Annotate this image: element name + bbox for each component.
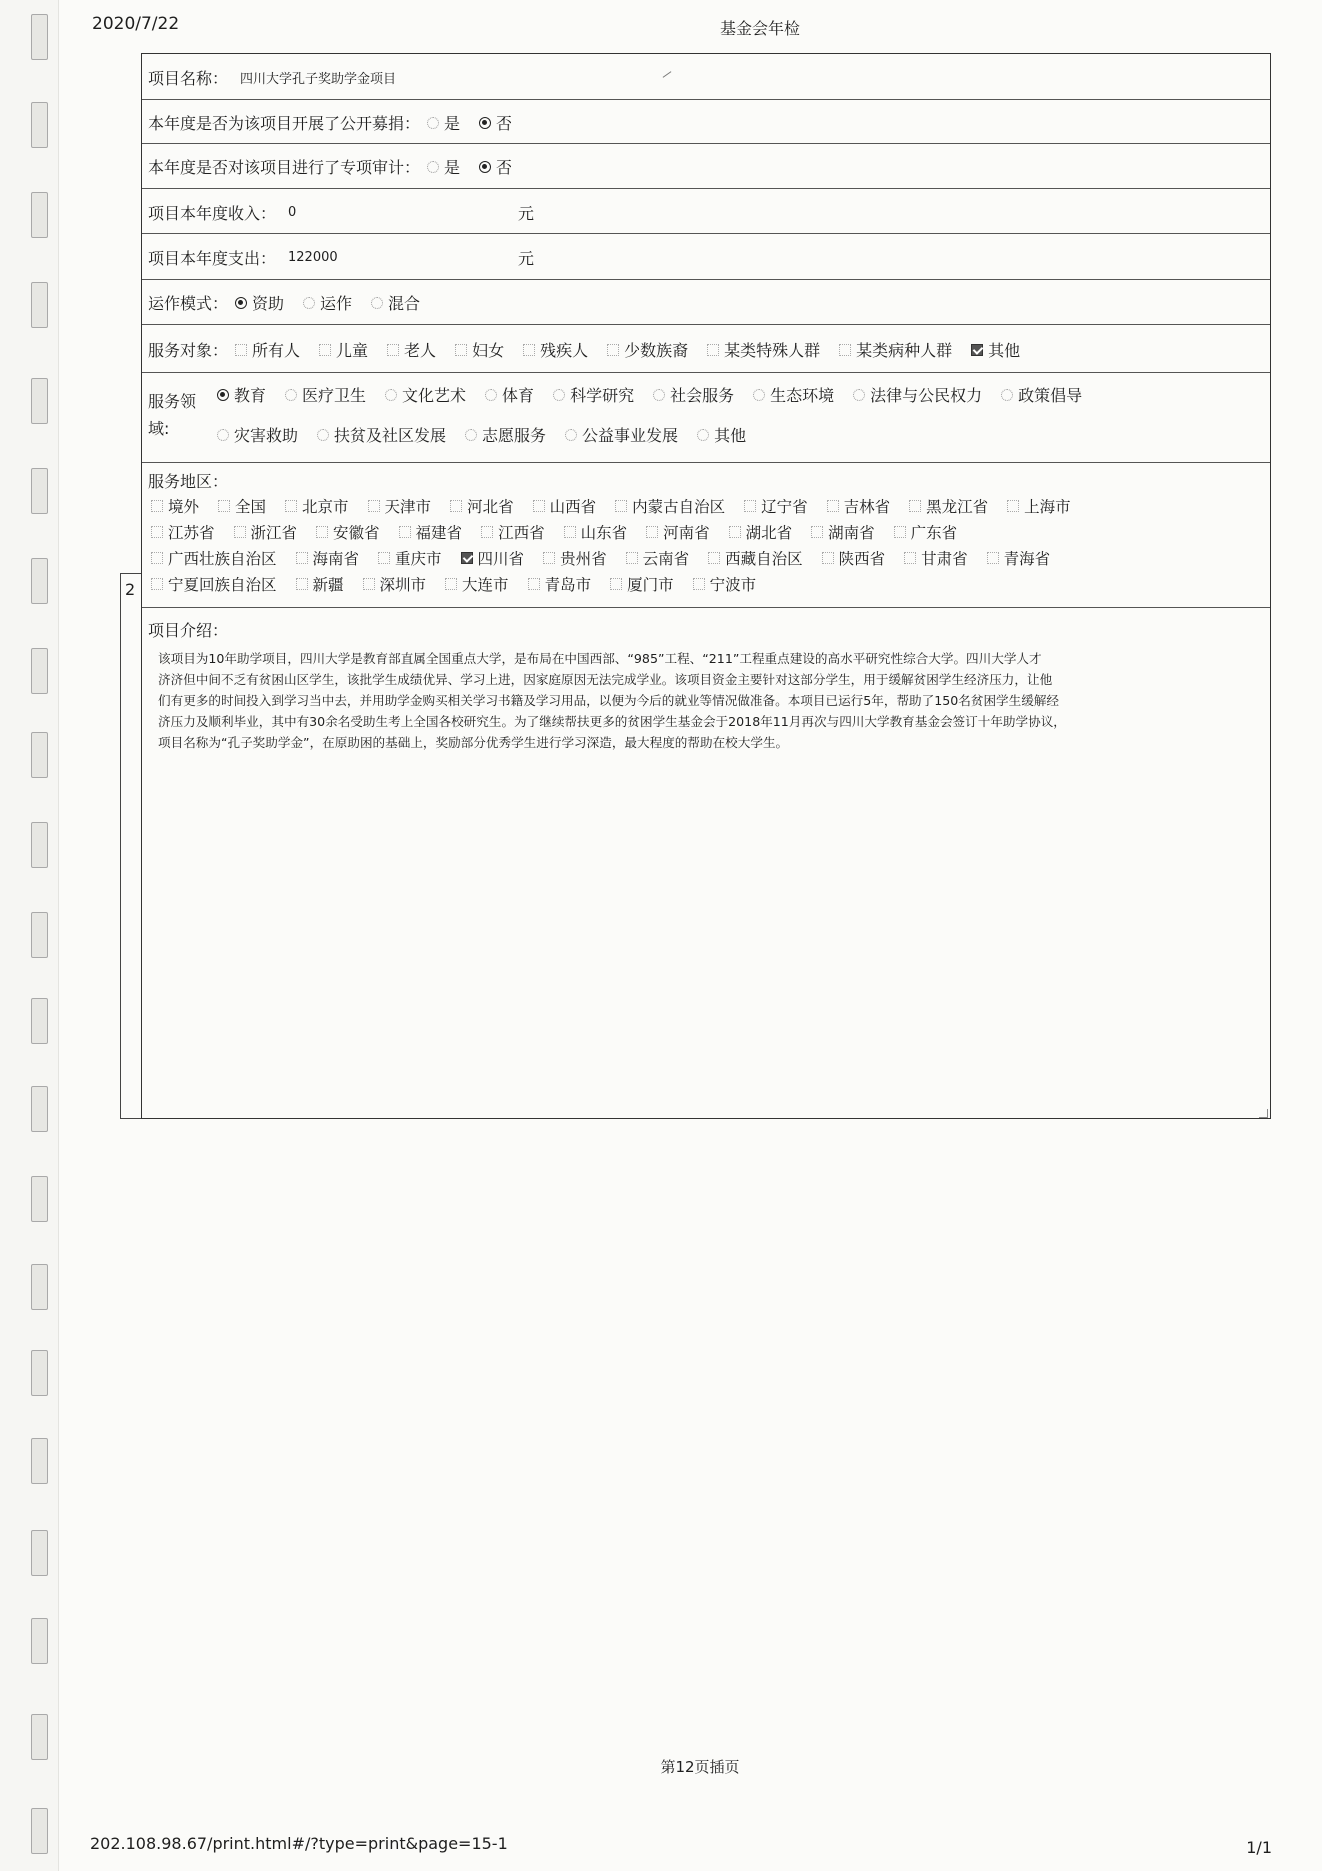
region-option[interactable]: 陕西省 [819, 547, 886, 569]
region-option[interactable]: 境外 [148, 495, 199, 517]
public-fundraising-row [142, 100, 1270, 144]
region-option[interactable]: 宁波市 [690, 573, 757, 595]
region-option[interactable]: 山东省 [561, 521, 628, 543]
radio-icon [317, 429, 329, 441]
checkbox-icon [693, 578, 705, 590]
resize-handle-icon[interactable] [1259, 1109, 1268, 1118]
region-option[interactable]: 青岛市 [525, 573, 592, 595]
region-option[interactable]: 上海市 [1004, 495, 1071, 517]
region-option[interactable]: 西藏自治区 [705, 547, 803, 569]
punch-hole [31, 1086, 48, 1132]
radio-icon [427, 161, 439, 173]
checkbox-icon [708, 552, 720, 564]
checkbox-icon [316, 526, 328, 538]
service-field-option-education[interactable]: 教育 [214, 383, 266, 406]
operation-mode-option-operation[interactable]: 运作 [300, 291, 352, 314]
region-option[interactable]: 广西壮族自治区 [148, 547, 277, 569]
service-targets-label: 服务对象： [148, 341, 229, 360]
service-field-option[interactable]: 志愿服务 [462, 423, 546, 446]
region-option[interactable]: 云南省 [623, 547, 690, 569]
checkbox-icon [455, 344, 467, 356]
region-option[interactable]: 宁夏回族自治区 [148, 573, 277, 595]
project-name-label: 项目名称： [148, 69, 229, 88]
operation-mode-label: 运作模式： [148, 294, 229, 313]
service-field-option[interactable]: 医疗卫生 [282, 383, 366, 406]
region-option[interactable]: 福建省 [396, 521, 463, 543]
print-date: 2020/7/22 [92, 14, 180, 34]
punch-hole [31, 1176, 48, 1222]
public-fundraising-option-no[interactable]: 否 [476, 111, 512, 134]
row-number-cell [120, 573, 142, 1119]
radio-icon [697, 429, 709, 441]
radio-selected-icon [479, 161, 491, 173]
punch-hole [31, 1438, 48, 1484]
service-regions-row [142, 463, 1270, 608]
checkbox-icon [839, 344, 851, 356]
checkbox-icon [296, 552, 308, 564]
punch-hole [31, 1264, 48, 1310]
income-label: 项目本年度收入： [148, 204, 277, 223]
region-option[interactable]: 吉林省 [824, 495, 891, 517]
checkbox-icon [481, 526, 493, 538]
radio-icon [385, 389, 397, 401]
service-regions-label: 服务地区： [148, 472, 229, 491]
service-target-option[interactable]: 少数族裔 [604, 338, 688, 361]
intro-line: 项目名称为“孔子奖助学金”，在原助困的基础上，奖励部分优秀学生进行学习深造，最大程度的帮助在校大学生。 [158, 735, 789, 750]
service-field-option[interactable]: 文化艺术 [382, 383, 466, 406]
checkbox-icon [626, 552, 638, 564]
checkbox-icon [523, 344, 535, 356]
checkbox-icon [607, 344, 619, 356]
region-option[interactable]: 全国 [215, 495, 266, 517]
region-option[interactable]: 江苏省 [148, 521, 215, 543]
service-target-option[interactable]: 残疾人 [520, 338, 588, 361]
checkbox-icon [707, 344, 719, 356]
service-field-option[interactable]: 政策倡导 [998, 383, 1082, 406]
radio-icon [653, 389, 665, 401]
operation-mode-row [142, 280, 1270, 325]
checkbox-icon [543, 552, 555, 564]
special-audit-row [142, 144, 1270, 189]
region-option[interactable]: 大连市 [442, 573, 509, 595]
checkbox-icon [378, 552, 390, 564]
region-option[interactable]: 新疆 [293, 573, 344, 595]
checkbox-icon [811, 526, 823, 538]
radio-icon [465, 429, 477, 441]
print-url: 202.108.98.67/print.html#/?type=print&page=15-1 [90, 1834, 508, 1853]
checkbox-icon [528, 578, 540, 590]
checkbox-icon [610, 578, 622, 590]
service-field-option[interactable]: 体育 [482, 383, 534, 406]
checkbox-icon [218, 500, 230, 512]
region-option[interactable]: 山西省 [530, 495, 597, 517]
expense-label: 项目本年度支出： [148, 249, 277, 268]
intro-line: 该项目为10年助学项目，四川大学是教育部直属全国重点大学，是布局在中国西部、“985”工程、“211”工程重点建设的高水平研究性综合大学。四川大学人才 [158, 651, 1042, 666]
radio-icon [303, 297, 315, 309]
page-title: 基金会年检 [719, 19, 800, 38]
checkbox-icon [368, 500, 380, 512]
service-field-option[interactable]: 科学研究 [550, 383, 634, 406]
region-option[interactable]: 河北省 [447, 495, 514, 517]
service-target-option[interactable]: 某类特殊人群 [704, 338, 820, 361]
checkbox-icon [151, 526, 163, 538]
radio-icon [853, 389, 865, 401]
punch-hole [31, 102, 48, 148]
region-option[interactable]: 浙江省 [231, 521, 298, 543]
page-note: 第12页插页 [660, 1758, 740, 1776]
radio-selected-icon [479, 117, 491, 129]
punch-hole [31, 1530, 48, 1576]
punch-hole [31, 1714, 48, 1760]
expense-unit: 元 [518, 249, 535, 268]
checkbox-icon [234, 526, 246, 538]
checkbox-icon [615, 500, 627, 512]
radio-icon [553, 389, 565, 401]
punch-hole [31, 732, 48, 778]
checkbox-checked-icon [461, 552, 473, 564]
service-target-option[interactable]: 儿童 [316, 338, 368, 361]
region-option[interactable]: 辽宁省 [741, 495, 808, 517]
checkbox-icon [285, 500, 297, 512]
service-field-option[interactable]: 生态环境 [750, 383, 834, 406]
service-target-option[interactable]: 某类病种人群 [836, 338, 952, 361]
region-option[interactable]: 天津市 [365, 495, 432, 517]
radio-icon [485, 389, 497, 401]
binding-strip [0, 0, 59, 1871]
project-intro-row [142, 608, 1270, 1120]
service-field-option[interactable]: 扶贫及社区发展 [314, 423, 446, 446]
project-intro-label: 项目介绍： [148, 621, 229, 640]
punch-hole [31, 282, 48, 328]
region-option-sichuan[interactable]: 四川省 [458, 547, 525, 569]
radio-icon [427, 117, 439, 129]
region-option[interactable]: 厦门市 [607, 573, 674, 595]
project-intro-textarea[interactable] [158, 648, 1260, 753]
checkbox-icon [533, 500, 545, 512]
region-option[interactable]: 河南省 [643, 521, 710, 543]
service-field-option[interactable]: 法律与公民权力 [850, 383, 982, 406]
punch-hole [31, 1808, 48, 1854]
checkbox-icon [827, 500, 839, 512]
intro-line: 济济但中间不乏有贫困山区学生，该批学生成绩优异、学习上进，因家庭原因无法完成学业。该项目资金主要针对这部分学生，用于缓解贫困学生经济压力，让他 [158, 672, 1053, 687]
radio-icon [371, 297, 383, 309]
service-target-option[interactable]: 妇女 [452, 338, 504, 361]
project-name-value[interactable]: 四川大学孔子奖助学金项目 [240, 72, 397, 87]
project-name-row [142, 54, 1270, 100]
service-targets-row [142, 325, 1270, 373]
service-target-option[interactable]: 所有人 [232, 338, 300, 361]
region-option[interactable]: 广东省 [891, 521, 958, 543]
service-field-option[interactable]: 公益事业发展 [562, 423, 678, 446]
service-fields-label: 服务领 域: [148, 392, 197, 438]
expense-row [142, 234, 1270, 280]
region-option[interactable]: 安徽省 [313, 521, 380, 543]
region-option[interactable]: 海南省 [293, 547, 360, 569]
punch-hole [31, 822, 48, 868]
operation-mode-option-funding[interactable]: 资助 [232, 291, 284, 314]
region-option[interactable]: 湖北省 [726, 521, 793, 543]
checkbox-icon [646, 526, 658, 538]
radio-icon [285, 389, 297, 401]
checkbox-icon [399, 526, 411, 538]
region-option[interactable]: 青海省 [984, 547, 1051, 569]
radio-selected-icon [217, 389, 229, 401]
checkbox-icon [744, 500, 756, 512]
checkbox-icon [363, 578, 375, 590]
service-field-option[interactable]: 其他 [694, 423, 746, 446]
income-unit: 元 [518, 204, 535, 223]
checkbox-icon [729, 526, 741, 538]
project-form [141, 53, 1271, 1119]
income-row [142, 189, 1270, 234]
radio-icon [565, 429, 577, 441]
punch-hole [31, 558, 48, 604]
intro-line: 们有更多的时间投入到学习当中去，并用助学金购买相关学习书籍及学习用品，以便为今后的就业等情况做准备。本项目已运行5年，帮助了150名贫困学生缓解经 [158, 693, 1060, 708]
radio-icon [1001, 389, 1013, 401]
special-audit-label: 本年度是否对该项目进行了专项审计： [148, 158, 421, 177]
checkbox-checked-icon [971, 344, 983, 356]
punch-hole [31, 192, 48, 238]
region-option[interactable]: 重庆市 [375, 547, 442, 569]
income-value[interactable]: 0 [288, 205, 297, 220]
checkbox-icon [319, 344, 331, 356]
region-option[interactable]: 深圳市 [360, 573, 427, 595]
radio-icon [753, 389, 765, 401]
operation-mode-option-mixed[interactable]: 混合 [368, 291, 420, 314]
special-audit-option-yes[interactable]: 是 [424, 155, 460, 178]
service-target-option-other[interactable]: 其他 [968, 338, 1020, 361]
service-fields-row [142, 373, 1270, 463]
punch-hole [31, 648, 48, 694]
region-option[interactable]: 湖南省 [808, 521, 875, 543]
special-audit-option-no[interactable]: 否 [476, 155, 512, 178]
checkbox-icon [822, 552, 834, 564]
checkbox-icon [450, 500, 462, 512]
checkbox-icon [894, 526, 906, 538]
region-option[interactable]: 内蒙古自治区 [612, 495, 725, 517]
checkbox-icon [235, 344, 247, 356]
punch-hole [31, 1618, 48, 1664]
region-option[interactable]: 黑龙江省 [906, 495, 988, 517]
checkbox-icon [387, 344, 399, 356]
punch-hole [31, 998, 48, 1044]
punch-hole [31, 14, 48, 60]
region-option[interactable]: 江西省 [478, 521, 545, 543]
checkbox-icon [151, 578, 163, 590]
checkbox-icon [445, 578, 457, 590]
region-option[interactable]: 甘肃省 [901, 547, 968, 569]
region-option[interactable]: 北京市 [282, 495, 349, 517]
page-count: 1/1 [1246, 1838, 1272, 1857]
service-target-option[interactable]: 老人 [384, 338, 436, 361]
expense-value[interactable]: 122000 [288, 250, 338, 265]
checkbox-icon [564, 526, 576, 538]
region-option[interactable]: 贵州省 [540, 547, 607, 569]
radio-selected-icon [235, 297, 247, 309]
punch-hole [31, 912, 48, 958]
checkbox-icon [904, 552, 916, 564]
checkbox-icon [151, 500, 163, 512]
row-number: 2 [125, 580, 136, 599]
checkbox-icon [151, 552, 163, 564]
punch-hole [31, 1350, 48, 1396]
checkbox-icon [987, 552, 999, 564]
checkbox-icon [296, 578, 308, 590]
checkbox-icon [909, 500, 921, 512]
service-field-option[interactable]: 社会服务 [650, 383, 734, 406]
public-fundraising-option-yes[interactable]: 是 [424, 111, 460, 134]
punch-hole [31, 378, 48, 424]
service-field-option[interactable]: 灾害救助 [214, 423, 298, 446]
punch-hole [31, 468, 48, 514]
checkbox-icon [1007, 500, 1019, 512]
public-fundraising-label: 本年度是否为该项目开展了公开募捐： [148, 114, 421, 133]
intro-line: 济压力及顺利毕业，其中有30余名受助生考上全国各校研究生。为了继续帮扶更多的贫困学生基金会于2018年11月再次与四川大学教育基金会签订十年助学协议， [158, 714, 1066, 729]
radio-icon [217, 429, 229, 441]
